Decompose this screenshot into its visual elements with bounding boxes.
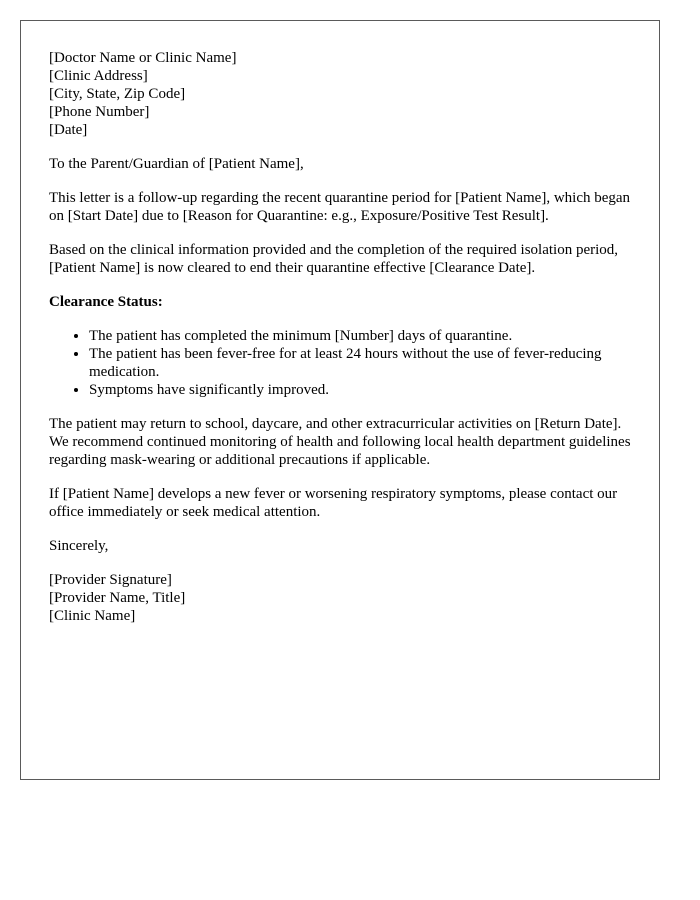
- clearance-paragraph: Based on the clinical information provided and the completion of the required isolation period, [Patient Name] is now cleared to end their quarantine effective [Clearance Date].: [49, 242, 619, 276]
- phone-number: [Phone Number]: [49, 104, 150, 120]
- clearance-status-heading: Clearance Status:: [49, 294, 163, 310]
- list-item: • The patient has been fever-free for at least 24 hours without the use of fever-reducing medication.: [89, 345, 634, 381]
- doctor-name: [Doctor Name or Clinic Name]: [49, 50, 237, 66]
- list-item: • Symptoms have significantly improved.: [89, 381, 634, 399]
- list-item: • The patient has completed the minimum [Number] days of quarantine.: [89, 327, 634, 345]
- salutation: To the Parent/Guardian of [Patient Name],: [49, 156, 304, 172]
- city-state-zip: [City, State, Zip Code]: [49, 86, 186, 102]
- clinic-name: [Clinic Name]: [49, 608, 136, 624]
- letter-body: [49, 49, 634, 625]
- provider-name-title: [Provider Name, Title]: [49, 590, 186, 606]
- letter-page: [20, 20, 660, 780]
- sender-header: [49, 49, 634, 139]
- warning-paragraph: If [Patient Name] develops a new fever or worsening respiratory symptoms, please contact our office immediately or seek medical attention.: [49, 486, 618, 520]
- return-paragraph: The patient may return to school, daycare, and other extracurricular activities on [Return Date]. We recommend continued monitoring of health and following local health department guidelines regarding mask-wearing or additional precautions if applicable.: [49, 416, 631, 468]
- letter-date: [Date]: [49, 122, 88, 138]
- signature-block: [49, 571, 634, 625]
- closing: Sincerely,: [49, 538, 109, 554]
- provider-signature: [Provider Signature]: [49, 572, 172, 588]
- clearance-status-list: [49, 327, 634, 399]
- clinic-address: [Clinic Address]: [49, 68, 148, 84]
- intro-paragraph: This letter is a follow-up regarding the recent quarantine period for [Patient Name], which began on [Start Date] due to [Reason for Quarantine: e.g., Exposure/Positive Test Result].: [49, 190, 631, 224]
